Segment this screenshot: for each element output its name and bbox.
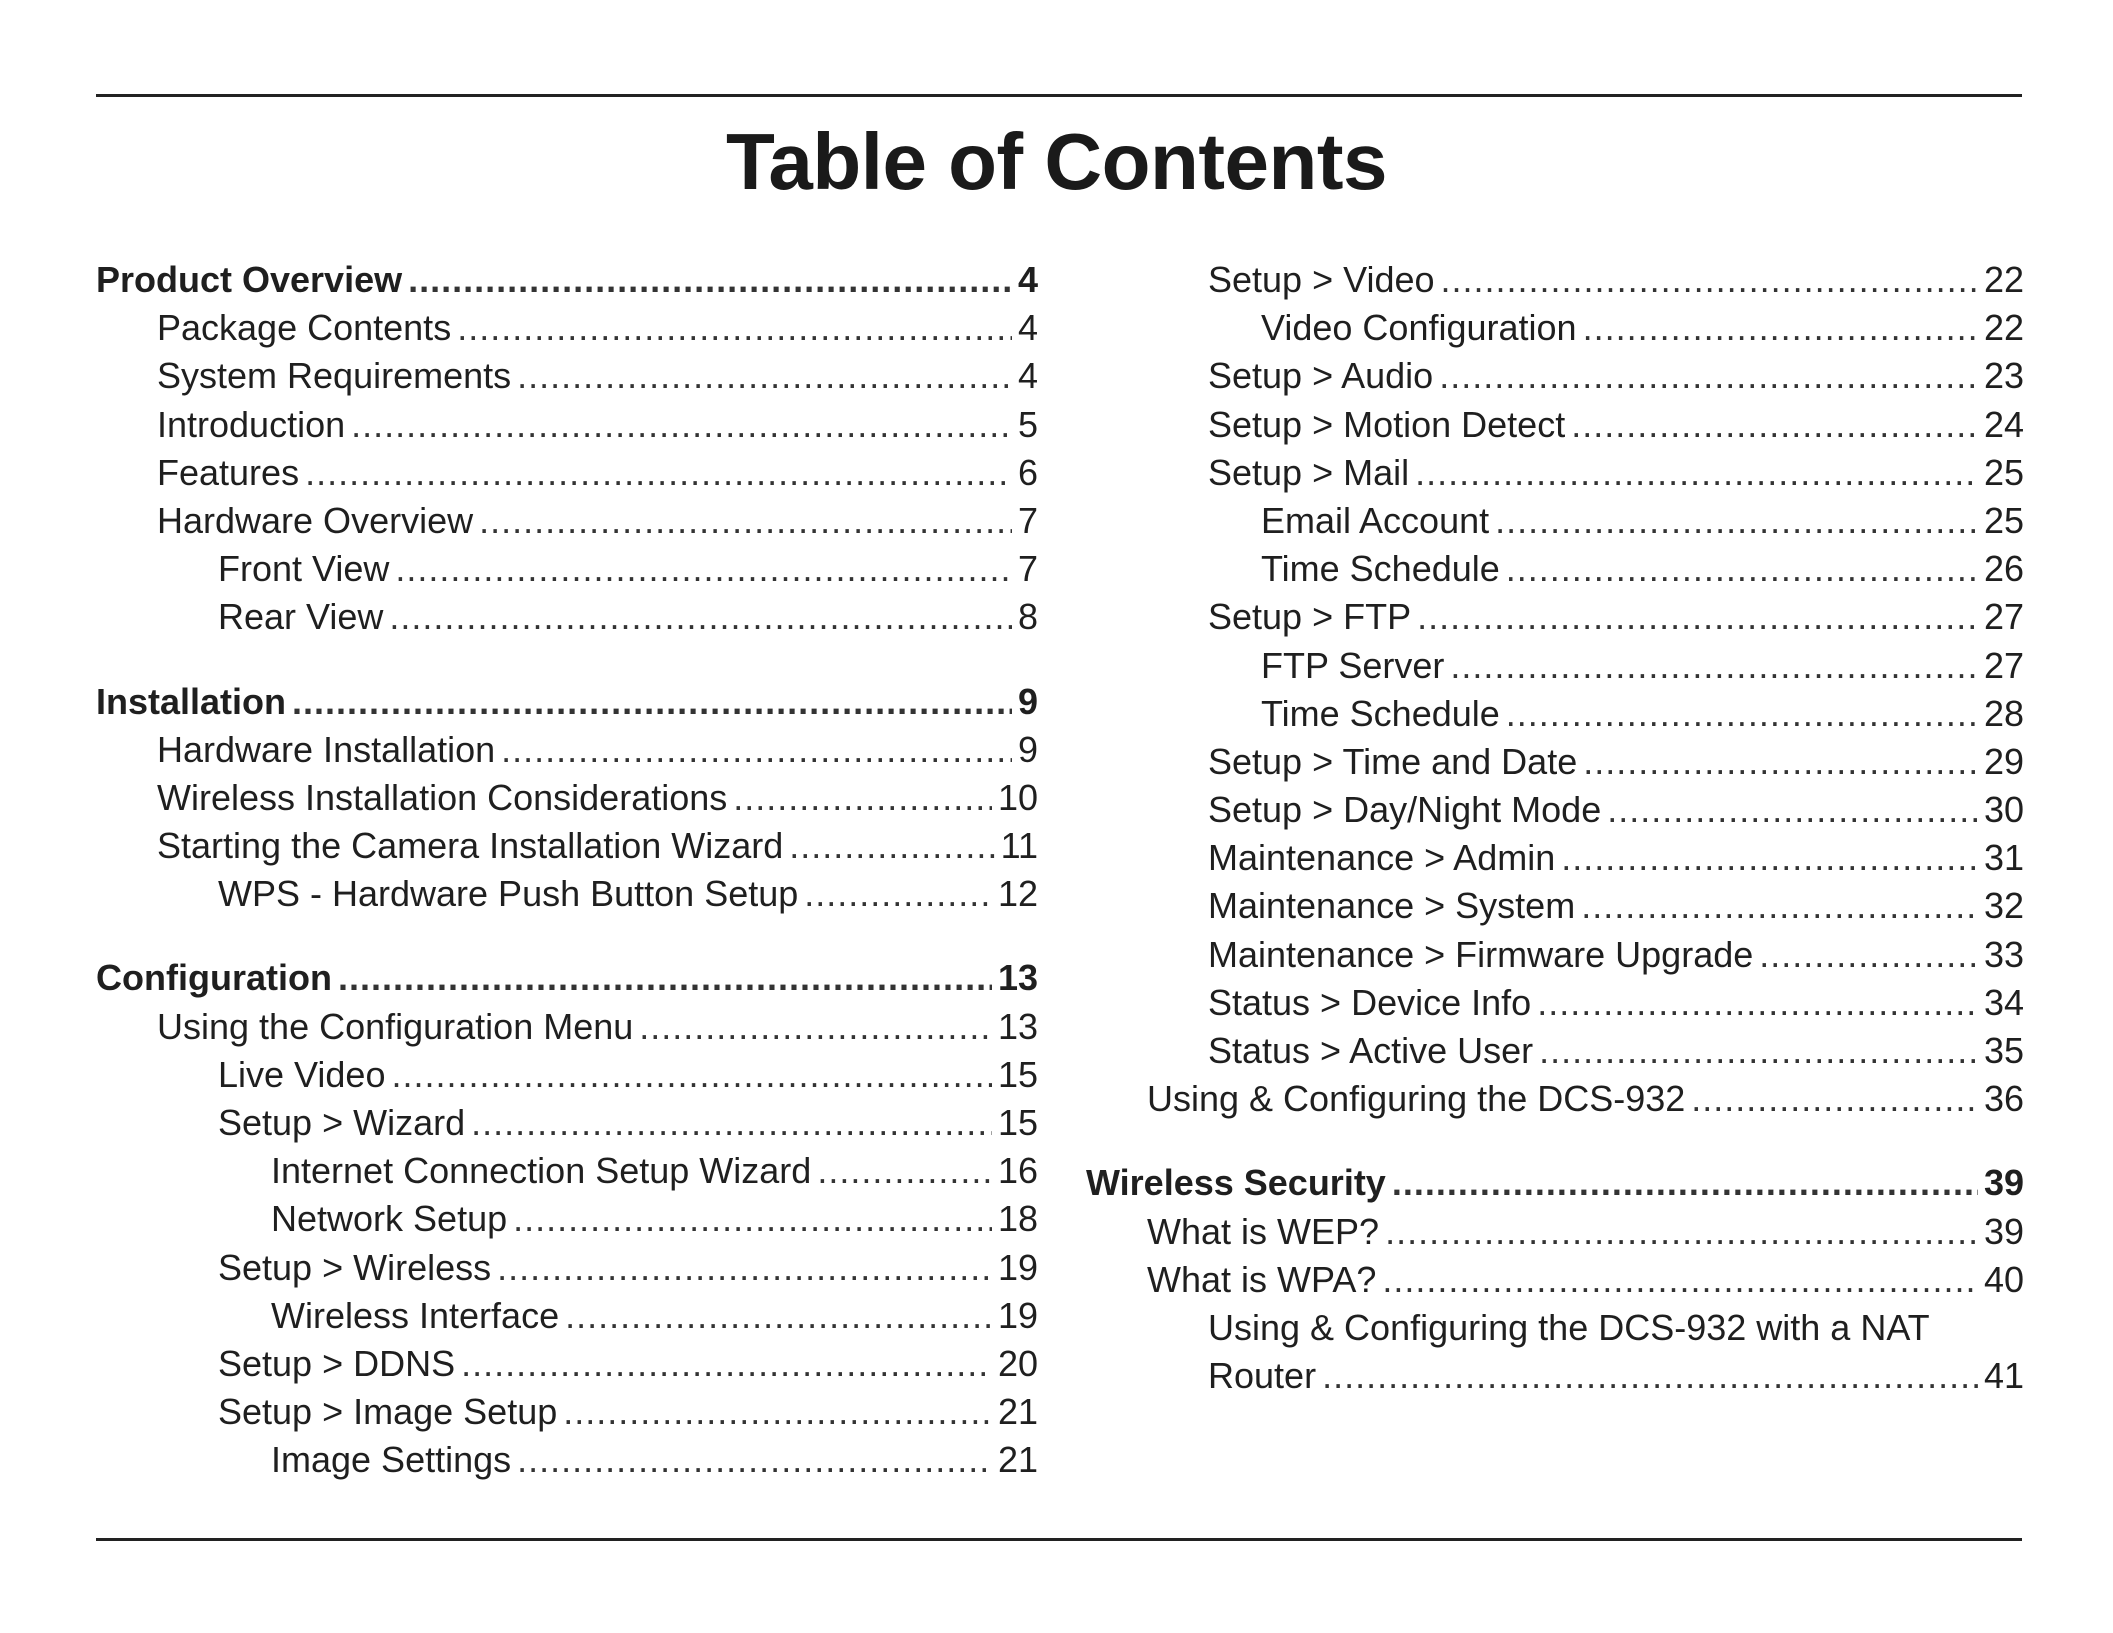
dot-leader — [395, 545, 1012, 593]
toc-entry[interactable] — [96, 1292, 1038, 1340]
toc-entry-page-number: 6 — [1017, 451, 1038, 493]
toc-entry[interactable] — [1086, 1304, 2024, 1352]
toc-entry-page-number: 5 — [1017, 403, 1038, 445]
dot-leader — [1450, 642, 1978, 690]
toc-entry-page-number: 24 — [1983, 403, 2024, 445]
toc-entry-page-number: 7 — [1017, 548, 1038, 590]
dot-leader — [501, 726, 1012, 774]
toc-entry-page-number: 19 — [997, 1246, 1038, 1288]
toc-entry-page-number: 4 — [1017, 355, 1038, 397]
toc-entry-label: Maintenance > Firmware Upgrade — [1208, 933, 1754, 975]
toc-entry-label: Status > Device Info — [1208, 981, 1532, 1023]
toc-entry[interactable] — [1086, 834, 2024, 882]
toc-entry-label: Setup > Video — [1208, 259, 1435, 300]
toc-entry[interactable] — [1086, 352, 2024, 400]
toc-entry-label: Time Schedule — [1261, 692, 1500, 734]
toc-entry-label: Package Contents — [157, 307, 452, 349]
toc-entry[interactable] — [96, 1099, 1038, 1147]
toc-entry-page-number: 25 — [1983, 451, 2024, 493]
toc-entry-label: Using & Configuring the DCS-932 with a NAT — [1208, 1306, 1930, 1348]
dot-leader — [1495, 497, 1978, 545]
toc-entry-page-number: 31 — [1983, 837, 2024, 879]
toc-entry[interactable] — [1086, 401, 2024, 449]
toc-entry[interactable] — [1086, 979, 2024, 1027]
dot-leader — [1691, 1075, 1978, 1123]
toc-entry-label: Router — [1208, 1355, 1317, 1397]
toc-entry-label: Maintenance > Admin — [1208, 837, 1556, 879]
toc-entry-label: Wireless Security — [1086, 1162, 1386, 1204]
toc-entry-page-number: 9 — [1017, 680, 1038, 722]
toc-entry-page-number: 30 — [1983, 789, 2024, 831]
dot-leader — [471, 1099, 992, 1147]
toc-entry-page-number: 22 — [1983, 259, 2024, 300]
toc-entry-page-number: 10 — [997, 776, 1038, 818]
dot-leader — [733, 774, 992, 822]
toc-entry-label: FTP Server — [1261, 644, 1445, 686]
toc-entry-page-number: 36 — [1983, 1078, 2024, 1120]
toc-entry-label: Product Overview — [96, 259, 403, 300]
toc-entry-page-number: 21 — [997, 1439, 1038, 1481]
toc-entry[interactable] — [1086, 256, 2024, 304]
toc-entry[interactable] — [96, 726, 1038, 774]
toc-entry[interactable] — [96, 1003, 1038, 1051]
dot-leader — [1583, 738, 1978, 786]
toc-entry-label: Setup > Audio — [1208, 355, 1434, 397]
toc-entry-label: What is WPA? — [1147, 1258, 1377, 1300]
toc-entry-page-number: 41 — [1983, 1355, 2024, 1397]
dot-leader — [1537, 979, 1978, 1027]
dot-leader — [1506, 545, 1978, 593]
dot-leader — [1607, 786, 1978, 834]
toc-right-column — [1086, 256, 2024, 1400]
toc-entry-label: Starting the Camera Installation Wizard — [157, 825, 784, 867]
toc-entry[interactable] — [1086, 786, 2024, 834]
toc-entry-label: Setup > Motion Detect — [1208, 403, 1566, 445]
toc-entry-page-number: 25 — [1983, 499, 2024, 541]
toc-entry-label: Status > Active User — [1208, 1030, 1534, 1071]
dot-leader — [517, 352, 1012, 400]
toc-entry[interactable] — [96, 1147, 1038, 1195]
toc-entry-page-number: 15 — [997, 1102, 1038, 1143]
dot-leader — [513, 1195, 992, 1243]
toc-entry-page-number: 16 — [997, 1150, 1038, 1192]
toc-entry[interactable] — [1086, 449, 2024, 497]
dot-leader — [1417, 593, 1978, 641]
toc-entry[interactable] — [1086, 1256, 2024, 1304]
toc-entry-label: WPS - Hardware Push Button Setup — [218, 873, 799, 915]
toc-entry[interactable] — [1086, 1075, 2024, 1123]
toc-entry-label: Hardware Installation — [157, 728, 496, 770]
dot-leader — [1571, 401, 1978, 449]
toc-entry[interactable] — [96, 545, 1038, 593]
toc-entry-label: Setup > Time and Date — [1208, 740, 1578, 782]
dot-leader — [338, 954, 992, 1002]
toc-entry-page-number: 32 — [1983, 885, 2024, 927]
toc-entry-label: Setup > Wizard — [218, 1102, 466, 1143]
toc-entry[interactable] — [96, 304, 1038, 352]
toc-entry[interactable] — [1086, 1027, 2024, 1075]
toc-entry-label: Using & Configuring the DCS-932 — [1147, 1078, 1686, 1120]
toc-entry-page-number: 29 — [1983, 740, 2024, 782]
toc-entry-page-number: 11 — [1000, 825, 1038, 867]
dot-leader — [1441, 256, 1978, 304]
toc-entry[interactable] — [1086, 738, 2024, 786]
toc-entry[interactable] — [96, 822, 1038, 870]
toc-entry-page-number: 28 — [1983, 692, 2024, 734]
dot-leader — [817, 1147, 992, 1195]
toc-entry[interactable] — [96, 1388, 1038, 1436]
toc-entry-label: Maintenance > System — [1208, 885, 1576, 927]
dot-leader — [292, 678, 1012, 726]
toc-entry-label: Configuration — [96, 957, 332, 999]
dot-leader — [479, 497, 1012, 545]
toc-entry[interactable] — [1086, 1352, 2024, 1400]
toc-entry-label: Setup > FTP — [1208, 596, 1412, 638]
toc-entry-label: Internet Connection Setup Wizard — [271, 1150, 812, 1192]
toc-entry[interactable] — [96, 352, 1038, 400]
top-rule — [96, 94, 2022, 97]
toc-entry-page-number: 39 — [1983, 1162, 2024, 1204]
dot-leader — [639, 1003, 992, 1051]
dot-leader — [1759, 931, 1978, 979]
toc-entry-label: Setup > DDNS — [218, 1342, 456, 1384]
toc-section-entry[interactable] — [96, 678, 1038, 726]
dot-leader — [351, 401, 1012, 449]
dot-leader — [789, 822, 994, 870]
toc-entry-page-number: 20 — [997, 1342, 1038, 1384]
toc-left-column — [96, 256, 1038, 1485]
dot-leader — [1539, 1027, 1978, 1075]
dot-leader — [1581, 882, 1978, 930]
toc-entry[interactable] — [1086, 882, 2024, 930]
bottom-rule — [96, 1538, 2022, 1541]
toc-entry-label: Image Settings — [271, 1439, 512, 1481]
toc-entry-label: Video Configuration — [1261, 307, 1577, 349]
toc-entry-label: Front View — [218, 548, 390, 590]
toc-entry-label: Setup > Day/Night Mode — [1208, 789, 1602, 831]
toc-entry-label: Time Schedule — [1261, 548, 1500, 590]
toc-entry-label: Wireless Interface — [271, 1294, 560, 1336]
toc-entry-page-number: 7 — [1017, 499, 1038, 541]
toc-entry[interactable] — [96, 870, 1038, 918]
toc-entry-page-number: 4 — [1017, 307, 1038, 349]
toc-entry[interactable] — [1086, 1208, 2024, 1256]
toc-entry-page-number: 13 — [997, 1005, 1038, 1047]
toc-entry-label: Setup > Image Setup — [218, 1391, 558, 1433]
toc-entry-page-number: 40 — [1983, 1258, 2024, 1300]
toc-entry-label: Hardware Overview — [157, 499, 474, 541]
toc-section-entry[interactable] — [96, 954, 1038, 1002]
toc-entry-page-number: 35 — [1983, 1030, 2024, 1071]
toc-entry-label: Using the Configuration Menu — [157, 1005, 634, 1047]
toc-entry-page-number: 33 — [1983, 933, 2024, 975]
dot-leader — [1561, 834, 1978, 882]
dot-leader — [461, 1340, 992, 1388]
toc-entry[interactable] — [1086, 304, 2024, 352]
toc-section-entry[interactable] — [1086, 1159, 2024, 1207]
dot-leader — [563, 1388, 992, 1436]
dot-leader — [389, 593, 1012, 641]
toc-entry-page-number: 23 — [1983, 355, 2024, 397]
toc-entry-label: Network Setup — [271, 1198, 508, 1240]
dot-leader — [1506, 690, 1978, 738]
toc-entry-page-number: 4 — [1017, 259, 1038, 300]
toc-entry[interactable] — [96, 449, 1038, 497]
toc-entry-label: Wireless Installation Considerations — [157, 776, 728, 818]
toc-entry[interactable] — [1086, 497, 2024, 545]
dot-leader — [391, 1051, 991, 1099]
toc-entry-page-number: 27 — [1983, 644, 2024, 686]
toc-entry[interactable] — [1086, 593, 2024, 641]
toc-entry-label: What is WEP? — [1147, 1210, 1380, 1252]
toc-entry[interactable] — [96, 774, 1038, 822]
dot-leader — [408, 256, 1012, 304]
toc-entry-label: Email Account — [1261, 499, 1490, 541]
dot-leader — [804, 870, 992, 918]
dot-leader — [1439, 352, 1978, 400]
toc-entry-page-number: 26 — [1983, 548, 2024, 590]
toc-entry-label: Setup > Wireless — [218, 1246, 492, 1288]
toc-entry-label: Live Video — [218, 1053, 386, 1095]
toc-entry[interactable] — [96, 1051, 1038, 1099]
dot-leader — [1382, 1256, 1978, 1304]
toc-entry[interactable] — [96, 1340, 1038, 1388]
toc-entry[interactable] — [96, 1195, 1038, 1243]
toc-entry-label: Features — [157, 451, 300, 493]
toc-entry-page-number: 15 — [997, 1053, 1038, 1095]
toc-entry[interactable] — [96, 497, 1038, 545]
dot-leader — [305, 449, 1012, 497]
toc-entry-page-number: 27 — [1983, 596, 2024, 638]
toc-entry-label: Setup > Mail — [1208, 451, 1410, 493]
toc-entry-page-number: 39 — [1983, 1210, 2024, 1252]
toc-entry-page-number: 21 — [997, 1391, 1038, 1433]
toc-entry[interactable] — [1086, 545, 2024, 593]
toc-section-entry[interactable] — [96, 256, 1038, 304]
dot-leader — [497, 1244, 992, 1292]
toc-entry-label: Introduction — [157, 403, 346, 445]
toc-entry[interactable] — [96, 593, 1038, 641]
dot-leader — [1385, 1208, 1978, 1256]
toc-entry-page-number: 18 — [997, 1198, 1038, 1240]
toc-entry[interactable] — [1086, 931, 2024, 979]
toc-entry-label: Rear View — [218, 596, 384, 638]
dot-leader — [1322, 1352, 1978, 1400]
toc-entry[interactable] — [96, 401, 1038, 449]
toc-entry-page-number: 9 — [1017, 728, 1038, 770]
toc-entry-page-number: 13 — [997, 957, 1038, 999]
toc-entry[interactable] — [96, 1436, 1038, 1484]
toc-entry-page-number: 19 — [997, 1294, 1038, 1336]
dot-leader — [1415, 449, 1978, 497]
toc-entry[interactable] — [1086, 642, 2024, 690]
toc-entry[interactable] — [1086, 690, 2024, 738]
dot-leader — [1392, 1159, 1978, 1207]
dot-leader — [517, 1436, 992, 1484]
toc-entry-page-number: 12 — [997, 873, 1038, 915]
dot-leader — [457, 304, 1012, 352]
page-title: Table of Contents — [725, 117, 1388, 206]
toc-entry-label: System Requirements — [157, 355, 512, 397]
dot-leader — [565, 1292, 992, 1340]
toc-entry-label: Installation — [96, 680, 287, 722]
toc-entry-page-number: 22 — [1983, 307, 2024, 349]
toc-entry-page-number: 34 — [1983, 981, 2024, 1023]
toc-entry-page-number: 8 — [1017, 596, 1038, 638]
dot-leader — [1583, 304, 1978, 352]
toc-entry[interactable] — [96, 1244, 1038, 1292]
